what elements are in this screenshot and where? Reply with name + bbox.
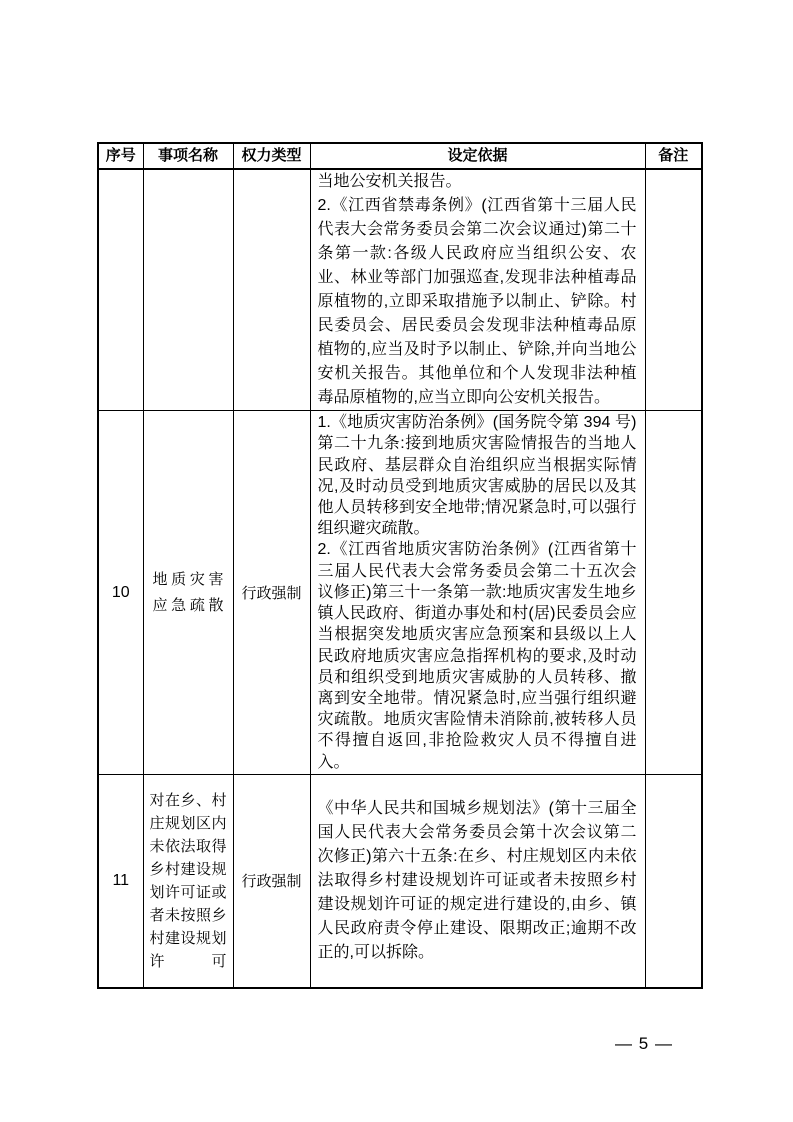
table-row-11 — [98, 775, 702, 988]
basis-cell — [310, 169, 645, 411]
type-cell: 行政强制 — [233, 411, 310, 775]
basis-paragraph: 1.《地质灾害防治条例》(国务院令第 394 号)第二十九条:接到地质灾害险情报告的当地人民政府、基层群众自治组织应当根据实际情况,及时动员受到地质灾害威胁的居民以及其他人员转移到安全地带;情况紧急时,可以强行组织避灾疏散。 — [317, 414, 637, 538]
seq-cell: 11 — [98, 775, 143, 988]
basis-paragraph: 当地公安机关报告。 — [317, 173, 462, 190]
table-row-10 — [98, 411, 702, 775]
basis-paragraph: 2.《江西省禁毒条例》(江西省第十三届人民代表大会常务委员会第二次会议通过)第二十条第一款:各级人民政府应当组织公安、农业、林业等部门加强巡查,发现非法种植毒品原植物的,立即采取措施予以制止、铲除。村民委员会、居民委员会发现非法种植毒品原植物的,应当及时予以制止、铲除,并向当地公安机关报告。其他单位和个人发现非法种植毒品原植物的,应当立即向公安机关报告。 — [317, 197, 637, 406]
type-cell — [233, 169, 310, 411]
note-cell — [645, 775, 702, 988]
type-cell: 行政强制 — [233, 775, 310, 988]
basis-paragraph: 《中华人民共和国城乡规划法》(第十三届全国人民代表大会常务委员会第十次会议第二次修正)第六十五条:在乡、村庄规划区内未依法取得乡村建设规划许可证或者未按照乡村建设规划许可证的规定进行建设的,由乡、镇人民政府责令停止建设、限期改正;逾期不改正的,可以拆除。 — [317, 799, 637, 961]
basis-cell — [310, 411, 645, 775]
name-cell: 地质灾害应急疏散 — [143, 411, 233, 775]
col-header-basis: 设定依据 — [310, 143, 645, 169]
table-row-continuation — [98, 169, 702, 411]
col-header-seq: 序号 — [98, 143, 143, 169]
page-number: — 5 — — [615, 1034, 673, 1053]
col-header-type: 权力类型 — [233, 143, 310, 169]
note-cell — [645, 169, 702, 411]
note-cell — [645, 411, 702, 775]
seq-cell: 10 — [98, 411, 143, 775]
col-header-name: 事项名称 — [143, 143, 233, 169]
basis-paragraph: 2.《江西省地质灾害防治条例》(江西省第十三届人民代表大会常务委员会第二十五次会议修正)第三十一条第一款:地质灾害发生地乡镇人民政府、街道办事处和村(居)民委员会应当根据突发地质灾害应急预案和县级以上人民政府地质灾害应急指挥机构的要求,及时动员和组织受到地质灾害威胁的人员转移、撤离到安全地带。情况紧急时,应当强行组织避灾疏散。地质灾害险情未消除前,被转移人员不得擅自返回,非抢险救灾人员不得擅自进入。 — [317, 541, 637, 771]
col-header-note: 备注 — [645, 143, 702, 169]
power-items-table — [97, 142, 703, 989]
name-cell — [143, 169, 233, 411]
seq-cell — [98, 169, 143, 411]
name-cell: 对在乡、村庄规划区内未依法取得乡村建设规划许可证或者未按照乡村建设规划许可 — [143, 775, 233, 988]
table-header-row — [98, 143, 702, 169]
basis-cell — [310, 775, 645, 988]
